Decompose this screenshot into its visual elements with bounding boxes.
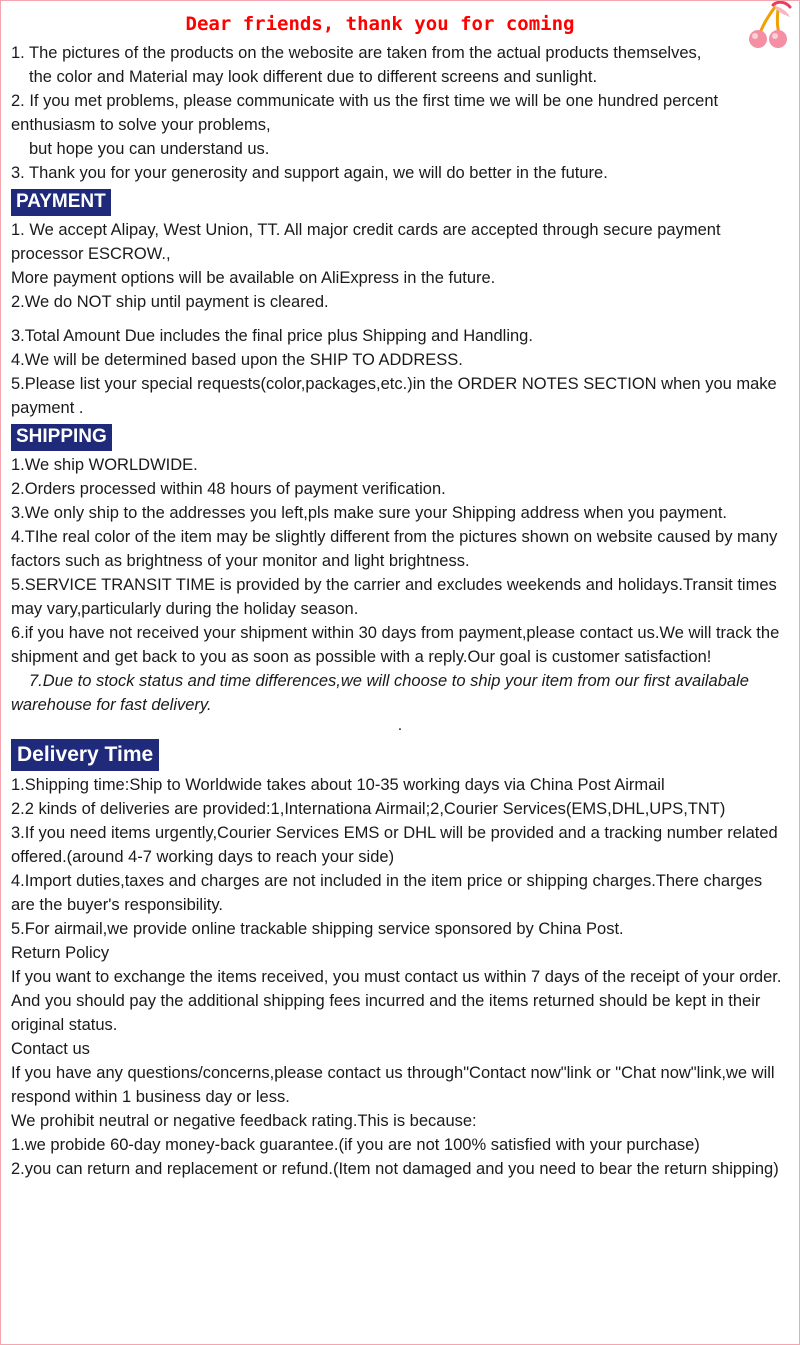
feedback-item: 2.you can return and replacement or refund.(Item not damaged and you need to bear the return shipping) — [11, 1160, 779, 1178]
intro-line: 2. If you met problems, please communicate with us the first time we will be one hundred percent enthusiasm to solve your problems, — [11, 92, 719, 134]
page-title: Dear friends, thank you for coming — [185, 13, 575, 35]
delivery-line: 5.For airmail,we provide online trackable shipping service sponsored by China Post. — [11, 920, 624, 938]
shipping-line: 2.Orders processed within 48 hours of payment verification. — [11, 480, 446, 498]
feedback-item: 1.we probide 60-day money-back guarantee.(if you are not 100% satisfied with your purchase) — [11, 1136, 700, 1154]
shipping-line-italic: 7.Due to stock status and time differences,we will choose to ship your item from our first availabale warehouse for fast delivery. — [11, 672, 749, 714]
payment-line: 5.Please list your special requests(color,packages,etc.)in the ORDER NOTES SECTION when you make payment . — [11, 375, 777, 417]
shipping-line: 6.if you have not received your shipment within 30 days from payment,please contact us.We will track the shipment and get back to you as soon as possible with a reply.Our goal is customer satisfaction! — [11, 624, 780, 666]
return-policy-text: If you want to exchange the items received, you must contact us within 7 days of the receipt of your order. And you should pay the additional shipping fees incurred and the items returned should be kept in their original status. — [11, 968, 782, 1034]
intro-line: 3. Thank you for your generosity and support again, we will do better in the future. — [11, 164, 608, 182]
shipping-heading: SHIPPING — [11, 424, 112, 451]
delivery-line: 1.Shipping time:Ship to Worldwide takes about 10-35 working days via China Post Airmail — [11, 776, 665, 794]
return-policy-heading: Return Policy — [11, 944, 110, 962]
intro-line: 1. The pictures of the products on the webosite are taken from the actual products themselves, — [11, 44, 702, 62]
intro-line: the color and Material may look different due to different screens and sunlight. — [29, 68, 598, 86]
shipping-line: 3.We only ship to the addresses you left,pls make sure your Shipping address when you payment. — [11, 504, 728, 522]
shipping-line: 5.SERVICE TRANSIT TIME is provided by the carrier and excludes weekends and holidays.Transit times may vary,particularly during the holiday season. — [11, 576, 777, 618]
payment-line: 1. We accept Alipay, West Union, TT. All major credit cards are accepted through secure payment processor ESCROW., — [11, 221, 721, 263]
delivery-line: 4.Import duties,taxes and charges are not included in the item price or shipping charges.There charges are the buyer's responsibility. — [11, 872, 763, 914]
delivery-line: 3.If you need items urgently,Courier Services EMS or DHL will be provided and a tracking number related offered.(around 4-7 working days to reach your side) — [11, 824, 778, 866]
contact-text: If you have any questions/concerns,please contact us through"Contact now"link or "Chat now"link,we will respond within 1 business day or less. — [11, 1064, 775, 1106]
payment-heading: PAYMENT — [11, 189, 111, 216]
payment-line: 2.We do NOT ship until payment is cleared. — [11, 293, 329, 311]
shipping-line: 1.We ship WORLDWIDE. — [11, 456, 198, 474]
delivery-line: 2.2 kinds of deliveries are provided:1,Internationa Airmail;2,Courier Services(EMS,DHL,UPS,TNT) — [11, 800, 726, 818]
feedback-intro: We prohibit neutral or negative feedback rating.This is because: — [11, 1112, 477, 1130]
payment-line: 4.We will be determined based upon the SHIP TO ADDRESS. — [11, 351, 463, 369]
intro-line: but hope you can understand us. — [29, 140, 270, 158]
shipping-line: 4.TIhe real color of the item may be slightly different from the pictures shown on website caused by many factors such as brightness of your monitor and light brightness. — [11, 528, 778, 570]
cherry-icon — [733, 1, 793, 59]
payment-line: More payment options will be available on AliExpress in the future. — [11, 269, 496, 287]
section-separator: . — [397, 717, 403, 734]
payment-line: 3.Total Amount Due includes the final price plus Shipping and Handling. — [11, 327, 533, 345]
delivery-time-heading: Delivery Time — [11, 739, 159, 771]
contact-heading: Contact us — [11, 1040, 90, 1058]
